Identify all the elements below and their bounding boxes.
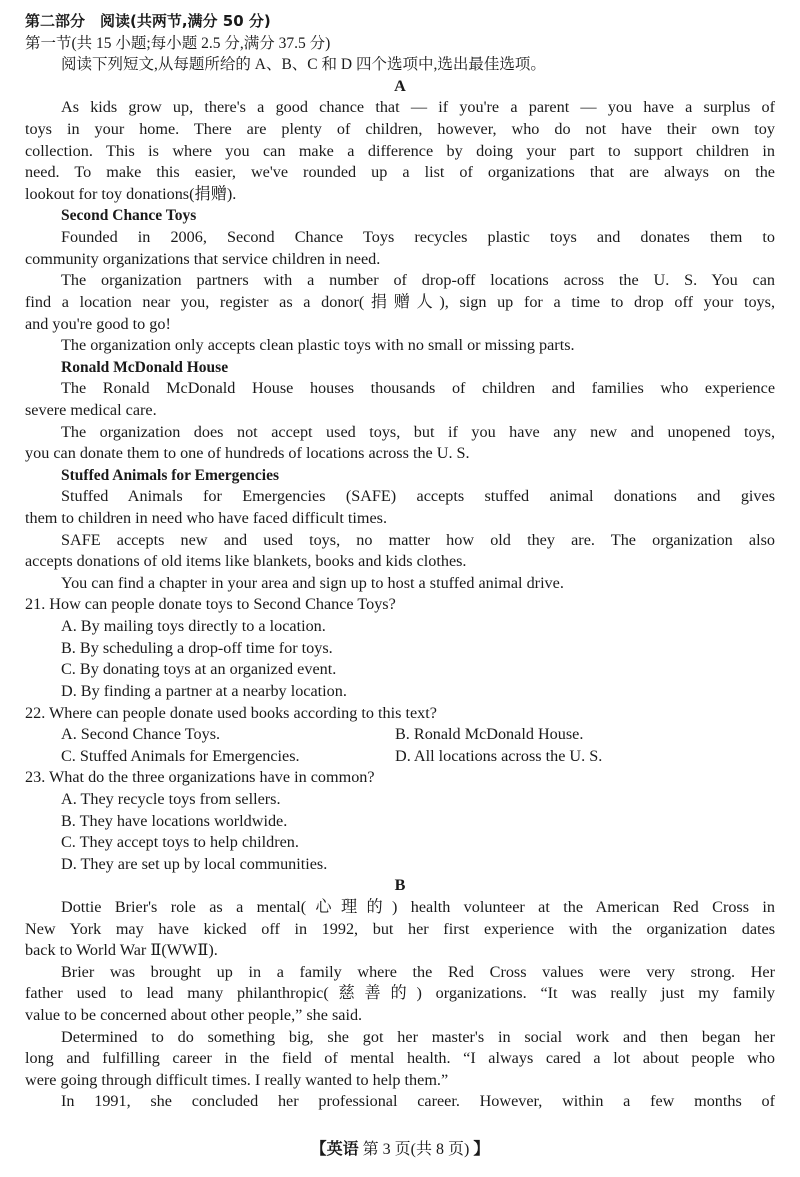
answer-option-d[interactable]: D. All locations across the U. S.: [395, 746, 603, 765]
text-line: The organization does not accept used toys, but if you have any new and unopened toys,: [61, 422, 775, 441]
text-line: The organization partners with a number of drop-off locations across the U. S. You can: [61, 271, 775, 290]
text-line: collection. This is where you can make a difference by doing your part to support children in: [25, 141, 775, 160]
question-21: [25, 594, 775, 702]
text-line: value to be concerned about other people,” she said.: [25, 1006, 363, 1025]
options-row: [25, 746, 775, 768]
text-line: The Ronald McDonald House houses thousands of children and families who experience: [61, 379, 775, 398]
org-heading: Stuffed Animals for Emergencies: [61, 466, 279, 484]
answer-option-b[interactable]: B. By scheduling a drop-off time for toys.: [61, 638, 333, 657]
question-22: [25, 703, 775, 768]
org-heading: Ronald McDonald House: [61, 358, 229, 376]
text-line: you can donate them to one of hundreds of locations across the U. S.: [25, 444, 470, 463]
answer-option-d[interactable]: D. By finding a partner at a nearby location.: [61, 681, 347, 700]
text-line: Determined to do something big, she got her master's in social work and then began her: [61, 1027, 775, 1046]
passage-a-intro: [25, 97, 775, 205]
text-line: Dottie Brier's role as a mental(心理的) health volunteer at the American Red Cross in: [61, 897, 775, 916]
part-title: 第二部分 阅读(共两节,满分 50 分): [25, 12, 271, 30]
answer-option-a[interactable]: A. Second Chance Toys.: [61, 725, 221, 744]
org-ronald-mcdonald-house: [25, 357, 775, 465]
question-stem: 22. Where can people donate used books according to this text?: [25, 703, 437, 722]
answer-option-c[interactable]: C. They accept toys to help children.: [61, 833, 299, 852]
passage-a-label: A: [394, 76, 406, 95]
text-line: find a location near you, register as a donor(捐赠人), sign up for a time to drop off your toys,: [25, 292, 775, 311]
text-line: back to World War Ⅱ(WWⅡ).: [25, 941, 218, 960]
answer-option-d[interactable]: D. They are set up by local communities.: [61, 854, 328, 873]
text-line: Stuffed Animals for Emergencies (SAFE) accepts stuffed animal donations and gives: [61, 487, 775, 506]
text-line: toys in your home. There are plenty of children, however, who do not have their own toy: [25, 120, 775, 139]
answer-option-c[interactable]: C. By donating toys at an organized event.: [61, 660, 337, 679]
text-line: accepts donations of old items like blankets, books and kids clothes.: [25, 552, 467, 571]
text-line: Brier was brought up in a family where the Red Cross values were very strong. Her: [61, 962, 775, 981]
text-line: New York may have kicked off in 1992, but her first experience with the organization dates: [25, 919, 775, 938]
text-line: As kids grow up, there's a good chance that — if you're a parent — you have a surplus of: [61, 98, 775, 117]
text-line: You can find a chapter in your area and sign up to host a stuffed animal drive.: [61, 573, 564, 592]
question-stem: 23. What do the three organizations have in common?: [25, 768, 375, 787]
answer-option-b[interactable]: B. They have locations worldwide.: [61, 811, 288, 830]
answer-option-c[interactable]: C. Stuffed Animals for Emergencies.: [61, 746, 300, 765]
text-line: Founded in 2006, Second Chance Toys recycles plastic toys and donates them to: [61, 228, 775, 247]
text-line: severe medical care.: [25, 400, 157, 419]
footer-close: 】: [473, 1141, 490, 1158]
text-line: In 1991, she concluded her professional career. However, within a few months of: [61, 1092, 775, 1111]
answer-option-a[interactable]: A. They recycle toys from sellers.: [61, 789, 281, 808]
text-line: and you're good to go!: [25, 314, 171, 333]
text-line: The organization only accepts clean plastic toys with no small or missing parts.: [61, 336, 575, 355]
passage-b-body: [25, 897, 775, 1113]
text-line: long and fulfilling career in the field of mental health. “I always cared a lot about people who: [25, 1049, 775, 1068]
text-line: were going through difficult times. I really wanted to help them.”: [25, 1070, 449, 1089]
text-line: lookout for toy donations(捐赠).: [25, 184, 237, 203]
passage-b-label: B: [394, 876, 406, 895]
text-line: community organizations that service children in need.: [25, 249, 381, 268]
section-title: 第一节(共 15 小题;每小题 2.5 分,满分 37.5 分): [25, 34, 331, 52]
question-23: [25, 767, 775, 875]
instructions: 阅读下列短文,从每题所给的 A、B、C 和 D 四个选项中,选出最佳选项。: [61, 56, 546, 74]
exam-page: [25, 11, 775, 1113]
org-safe: [25, 465, 775, 595]
text-line: need. To make this easier, we've rounded up a list of organizations that are always on the: [25, 163, 775, 182]
org-heading: Second Chance Toys: [61, 207, 197, 225]
text-line: them to children in need who have faced difficult times.: [25, 509, 388, 528]
footer-subject: 【英语: [310, 1141, 359, 1158]
text-line: SAFE accepts new and used toys, no matter how old they are. The organization also: [61, 530, 775, 549]
question-stem: 21. How can people donate toys to Second Chance Toys?: [25, 595, 396, 614]
org-second-chance-toys: [25, 205, 775, 356]
text-line: father used to lead many philanthropic(慈善的) organizations. “It was really just my family: [25, 984, 775, 1003]
options-row: [25, 724, 775, 746]
answer-option-b[interactable]: B. Ronald McDonald House.: [395, 725, 584, 744]
answer-option-a[interactable]: A. By mailing toys directly to a location.: [61, 617, 326, 636]
page-footer: [0, 1136, 800, 1159]
footer-page-number: 第 3 页(共 8 页): [362, 1141, 470, 1158]
